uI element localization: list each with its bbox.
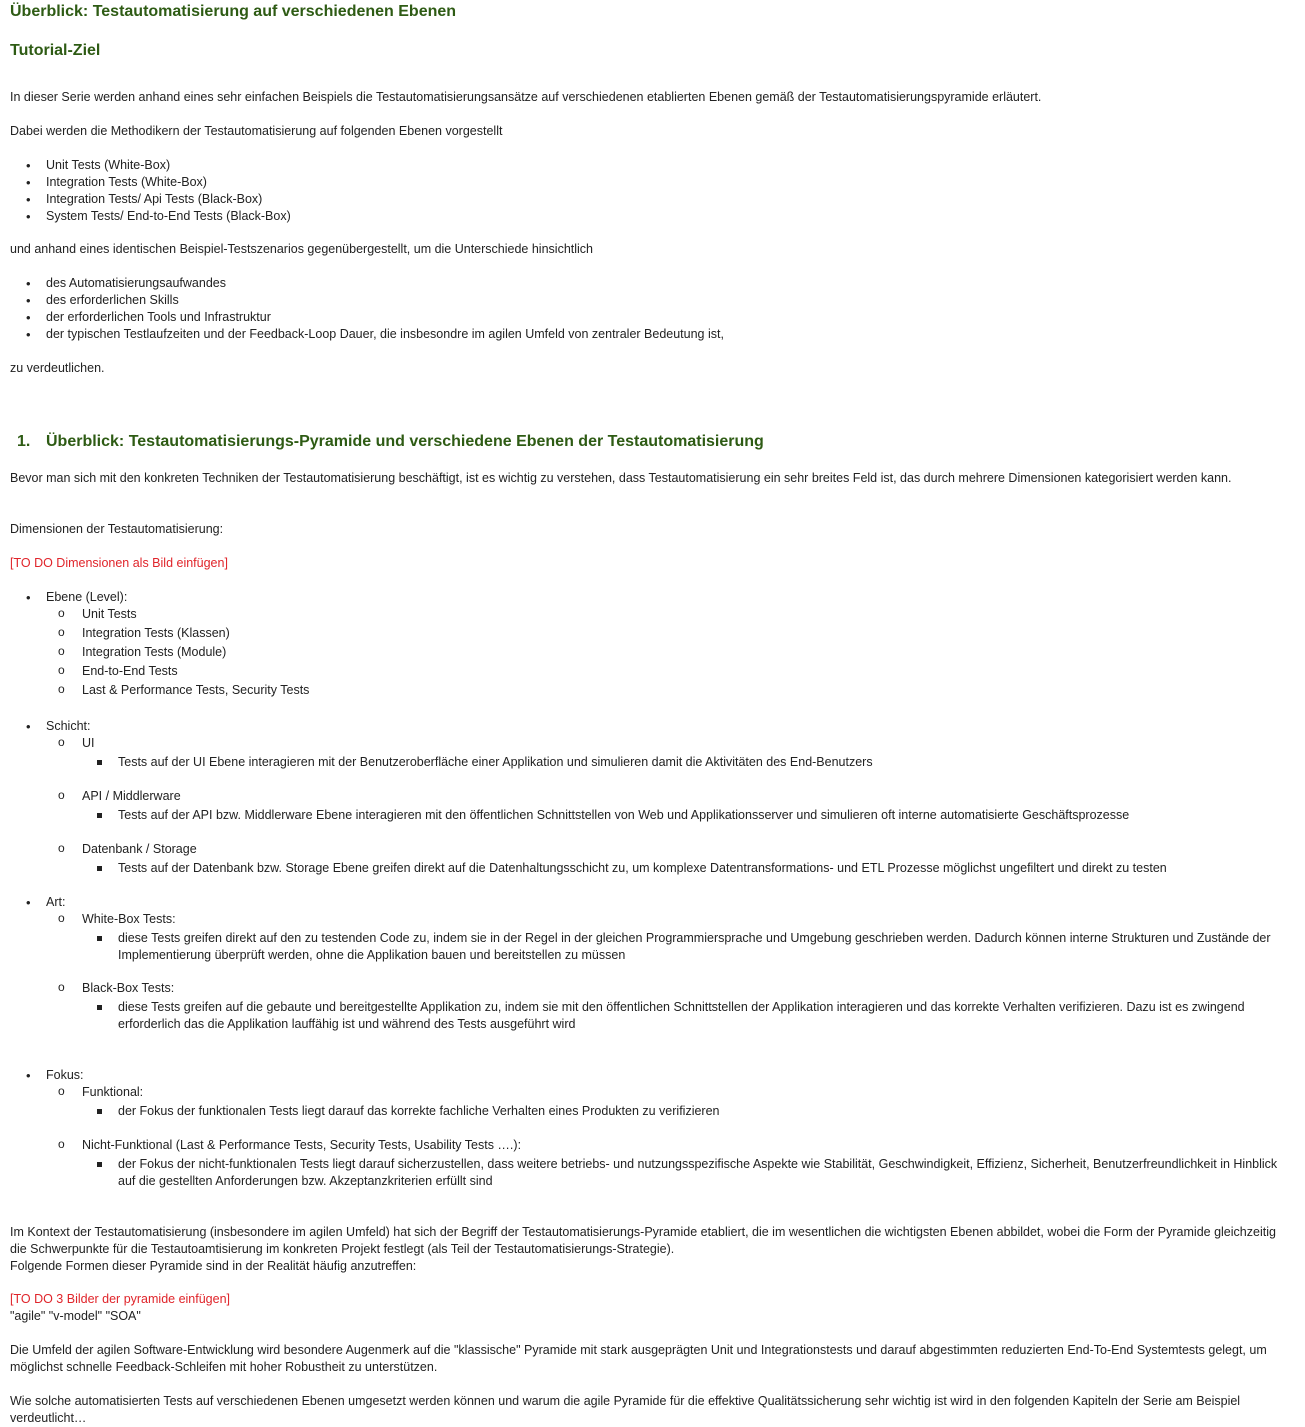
- todo-note-pyramids: [TO DO 3 Bilder der pyramide einfügen]: [10, 1292, 231, 1306]
- section-1-paragraph-1: Bevor man sich mit den konkreten Techniken der Testautomatisierung beschäftigt, ist es wichtig zu verstehen, dass Testautomatisierung ein sehr breites Feld ist, das durch mehrere Dimensionen kategorisiert werden kann.: [10, 471, 1232, 485]
- criteria-list: [46, 275, 724, 343]
- levels-list: [46, 157, 291, 225]
- document-title: Überblick: Testautomatisierung auf verschiedenen Ebenen: [10, 3, 457, 20]
- list-item: o Unit Tests: [82, 606, 137, 623]
- section-1-paragraph-6: Wie solche automatisierten Tests auf verschiedenen Ebenen umgesetzt werden können und warum die agile Pyramide für die effektive Qualitätssicherung sehr wichtig ist wird in den folgenden Kapiteln der Serie am Beispiel verdeutlicht…: [10, 1394, 1241, 1425]
- list-item: • der typischen Testlaufzeiten und der Feedback-Loop Dauer, die insbesondre im agilen Umfeld von zentraler Bedeutung ist,: [46, 326, 724, 343]
- pyramid-forms: "agile" "v-model" "SOA": [10, 1309, 141, 1323]
- schicht-db-label: o Datenbank / Storage: [82, 841, 197, 858]
- dimension-ebene-label: • Ebene (Level):: [46, 589, 127, 606]
- section-1-paragraph-5: Die Umfeld der agilen Software-Entwicklung wird besondere Augenmerk auf die "klassische" Pyramide mit stark ausgeprägten Unit und Integrationstests und darauf abgestimmten reduzierten End-To-End Systemtests gelegt, um möglichst schnelle Feedback-Schleifen mit hoher Robustheit zu unterstützen.: [10, 1343, 1267, 1374]
- list-item: o Integration Tests (Klassen): [82, 625, 230, 642]
- list-item: • Integration Tests/ Api Tests (Black-Box): [46, 191, 291, 208]
- section-title: Überblick: Testautomatisierungs-Pyramide und verschiedene Ebenen der Testautomatisierung: [46, 433, 764, 450]
- fokus-funktional-description: der Fokus der funktionalen Tests liegt darauf das korrekte fachliche Verhalten eines Produkten zu verifizieren: [118, 1103, 1293, 1120]
- fokus-nichtfunktional-label: o Nicht-Funktional (Last & Performance Tests, Security Tests, Usability Tests ….):: [82, 1137, 521, 1154]
- art-blackbox-description: diese Tests greifen auf die gebaute und bereitgestellte Applikation zu, indem sie mit den öffentlichen Schnittstellen der Applikation interagieren und das korrekte Verhalten verifizieren. Dazu ist es zwingend erforderlich das die Applikation lauffähig ist und während des Tests ausgeführt wird: [118, 999, 1293, 1033]
- schicht-ui-label: o UI: [82, 735, 95, 752]
- list-item: o Last & Performance Tests, Security Tests: [82, 682, 309, 699]
- list-item: • System Tests/ End-to-End Tests (Black-Box): [46, 208, 291, 225]
- tutorial-goal-heading: Tutorial-Ziel: [10, 42, 101, 59]
- schicht-api-label: o API / Middlerware: [82, 788, 181, 805]
- list-item: o Integration Tests (Module): [82, 644, 226, 661]
- dimension-art-label: • Art:: [46, 894, 65, 911]
- section-1-paragraph-3: Im Kontext der Testautomatisierung (insbesondere im agilen Umfeld) hat sich der Begriff der Testautomatisierungs-Pyramide etabliert, die im wesentlichen die wichtigsten Ebenen abbildet, wobei die Form der Pyramide gleichzeitig die Schwerpunkte für die Testautoamtisierung im konkreten Projekt festlegt (als Teil der Testautomatisierungs-Strategie).: [10, 1225, 1276, 1256]
- art-blackbox-label: o Black-Box Tests:: [82, 980, 174, 997]
- dimension-fokus-label: • Fokus:: [46, 1067, 84, 1084]
- list-item: • des Automatisierungsaufwandes: [46, 275, 724, 292]
- schicht-ui-description: Tests auf der UI Ebene interagieren mit der Benutzeroberfläche einer Applikation und simulieren damit die Aktivitäten des End-Benutzers: [118, 754, 1293, 771]
- section-1-paragraph-4: Folgende Formen dieser Pyramide sind in der Realität häufig anzutreffen:: [10, 1259, 417, 1273]
- section-number: 1.: [17, 433, 31, 450]
- dimension-schicht-label: • Schicht:: [46, 718, 90, 735]
- intro-paragraph-4: zu verdeutlichen.: [10, 361, 105, 375]
- list-item: • des erforderlichen Skills: [46, 292, 724, 309]
- list-item: • der erforderlichen Tools und Infrastruktur: [46, 309, 724, 326]
- intro-paragraph-3: und anhand eines identischen Beispiel-Testszenarios gegenübergestellt, um die Unterschiede hinsichtlich: [10, 242, 593, 256]
- section-1-heading: [17, 432, 764, 452]
- fokus-funktional-label: o Funktional:: [82, 1084, 143, 1101]
- art-whitebox-description: diese Tests greifen direkt auf den zu testenden Code zu, indem sie in der Regel in der gleichen Programmiersprache und Umgebung geschrieben werden. Dadurch können interne Strukturen und Zustände der Implementierung überprüft werden, ohne die Applikation bauen und bereitstellen zu müssen: [118, 930, 1293, 964]
- todo-note-dimensions: [TO DO Dimensionen als Bild einfügen]: [10, 556, 228, 570]
- list-item: o End-to-End Tests: [82, 663, 178, 680]
- section-1-paragraph-2: Dimensionen der Testautomatisierung:: [10, 522, 224, 536]
- list-item: • Unit Tests (White-Box): [46, 157, 291, 174]
- intro-paragraph-1: In dieser Serie werden anhand eines sehr einfachen Beispiels die Testautomatisierungsansätze auf verschiedenen etablierten Ebenen gemäß der Testautomatisierungspyramide erläutert.: [10, 90, 1042, 104]
- schicht-db-description: Tests auf der Datenbank bzw. Storage Ebene greifen direkt auf die Datenhaltungsschicht zu, um komplexe Datentransformations- und ETL Prozesse möglichst ungefiltert und direkt zu testen: [118, 860, 1293, 877]
- intro-paragraph-2: Dabei werden die Methodikern der Testautomatisierung auf folgenden Ebenen vorgestellt: [10, 124, 503, 138]
- fokus-nichtfunktional-description: der Fokus der nicht-funktionalen Tests liegt darauf sicherzustellen, dass weitere betriebs- und nutzungsspezifische Aspekte wie Stabilität, Geschwindigkeit, Effizienz, Sicherheit, Benutzerfreundlichkeit in Hinblick auf die gestellten Anforderungen bzw. Akzeptanzkriterien erfüllt sind: [118, 1156, 1293, 1190]
- schicht-api-description: Tests auf der API bzw. Middlerware Ebene interagieren mit den öffentlichen Schnittstellen von Web und Applikationsserver und simulieren oft interne automatisierte Geschäftsprozesse: [118, 807, 1293, 824]
- art-whitebox-label: o White-Box Tests:: [82, 911, 176, 928]
- list-item: • Integration Tests (White-Box): [46, 174, 291, 191]
